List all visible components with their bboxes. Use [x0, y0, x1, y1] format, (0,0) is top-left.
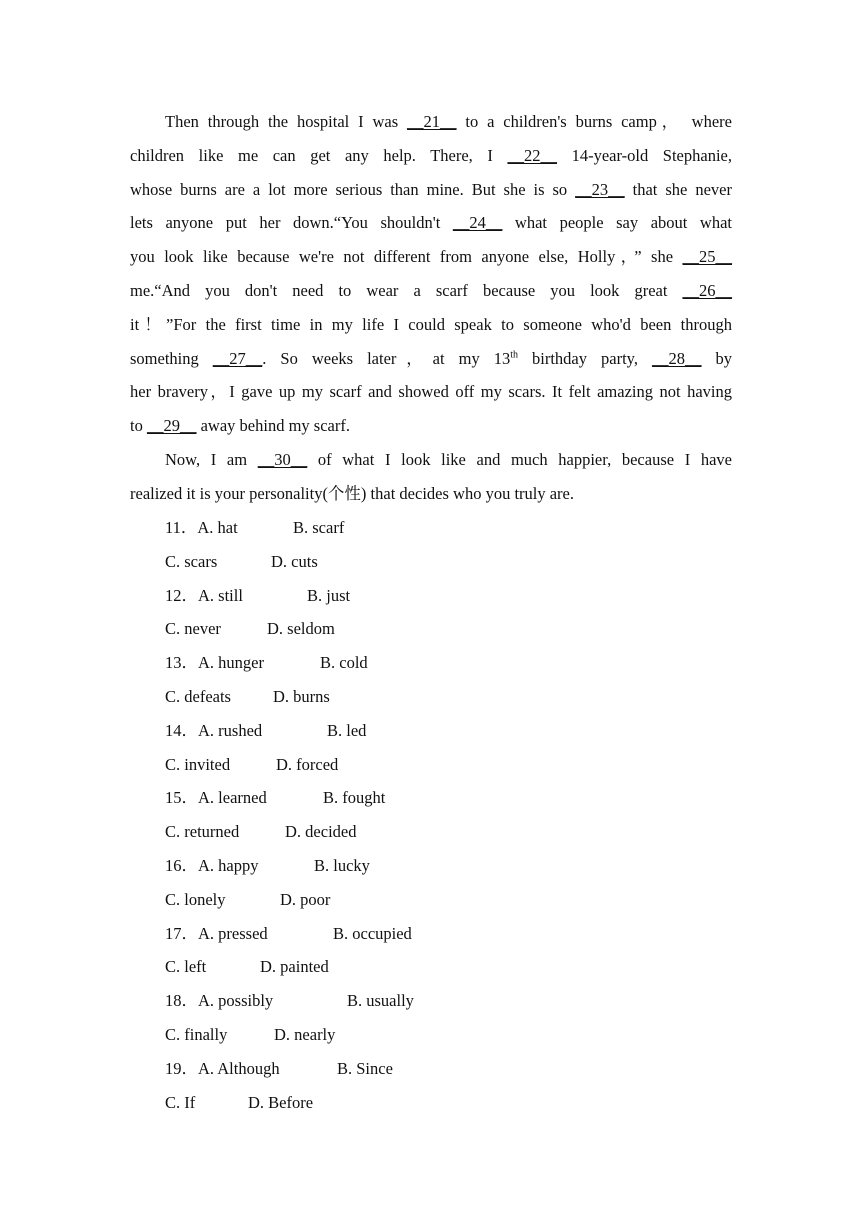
option-c: C. left	[165, 957, 207, 977]
superscript-th: th	[510, 349, 518, 361]
option-row-ab	[165, 579, 414, 613]
option-b: B. occupied	[333, 923, 412, 943]
option-b: B. just	[307, 585, 351, 605]
passage-line: her bravery，I gave up my scarf and showed off my scars. It felt amazing not having	[130, 382, 732, 402]
passage-line: realized it is your personality(个性) that decides who you truly are.	[130, 483, 574, 503]
option-row-cd	[165, 815, 414, 849]
passage-line: Then through the hospital I was __21__ to a children's burns camp， where	[165, 112, 732, 131]
passage-line: children like me can get any help. There, I __22__ 14-year-old Stephanie,	[130, 145, 732, 165]
option-a: 16．A. happy	[165, 855, 259, 875]
option-a: 18．A. possibly	[165, 991, 274, 1011]
option-row-ab	[165, 511, 414, 545]
option-d: D. painted	[260, 957, 329, 977]
option-row-ab	[165, 984, 414, 1018]
blank-30: __30__	[257, 450, 308, 469]
blank-27: __27__	[212, 348, 263, 368]
option-row-ab	[165, 646, 414, 680]
option-row-cd	[165, 1086, 414, 1120]
passage-paragraph-1	[130, 105, 732, 443]
option-d: D. Before	[248, 1092, 314, 1112]
option-row-cd	[165, 748, 414, 782]
option-row-cd	[165, 950, 414, 984]
option-c: C. defeats	[165, 686, 231, 706]
option-c: C. lonely	[165, 889, 226, 909]
option-d: D. nearly	[274, 1024, 336, 1044]
passage-line: lets anyone put her down.“You shouldn't __24__ what people say about what	[130, 213, 733, 233]
option-b: B. led	[327, 720, 367, 740]
option-b: B. lucky	[314, 855, 370, 875]
blank-29: __29__	[146, 416, 197, 436]
option-c: C. invited	[165, 754, 231, 774]
option-d: D. cuts	[271, 551, 318, 571]
option-a: 19．A. Although	[165, 1058, 280, 1078]
option-row-cd	[165, 680, 414, 714]
option-c: C. never	[165, 619, 221, 639]
option-a: 11．A. hat	[165, 518, 238, 537]
option-c: C. If	[165, 1092, 196, 1112]
blank-25: __25__	[682, 247, 732, 267]
option-d: D. poor	[280, 889, 331, 909]
blank-21: __21__	[407, 112, 457, 131]
option-d: D. decided	[285, 822, 357, 842]
answer-options	[165, 511, 414, 1119]
blank-26: __26__	[682, 280, 732, 300]
passage-line: Now, I am __30__ of what I look like and much happier, because I have	[165, 450, 732, 469]
passage-line: whose burns are a lot more serious than mine. But she is so __23__ that she never	[130, 179, 732, 199]
option-b: B. usually	[347, 991, 414, 1011]
option-row-ab	[165, 714, 414, 748]
option-d: D. burns	[273, 686, 330, 706]
option-b: B. cold	[320, 653, 368, 673]
option-a: 15．A. learned	[165, 788, 267, 808]
option-row-ab	[165, 781, 414, 815]
option-d: D. forced	[276, 754, 339, 774]
passage-line: it！”For the first time in my life I could speak to someone who'd been through	[130, 314, 732, 334]
passage-line: you look like because we're not different from anyone else, Holly，” she __25__	[130, 247, 732, 267]
option-row-cd	[165, 545, 414, 579]
option-c: C. scars	[165, 551, 218, 571]
option-a: 17．A. pressed	[165, 923, 268, 943]
blank-24: __24__	[452, 213, 503, 233]
option-row-ab	[165, 1052, 414, 1086]
passage-line: something __27__. So weeks later，at my 13th birthday party, __28__ by	[130, 348, 733, 368]
option-row-ab	[165, 849, 414, 883]
option-a: 14．A. rushed	[165, 720, 263, 740]
option-d: D. seldom	[267, 619, 335, 639]
option-a: 12．A. still	[165, 585, 243, 605]
option-c: C. returned	[165, 822, 240, 842]
option-a: 13．A. hunger	[165, 653, 264, 673]
option-c: C. finally	[165, 1024, 228, 1044]
passage-paragraph-2	[130, 443, 732, 511]
passage-line: me.“And you don't need to wear a scarf because you look great __26__	[130, 280, 732, 300]
option-b: B. Since	[337, 1058, 393, 1078]
option-b: B. scarf	[293, 518, 345, 537]
blank-22: __22__	[507, 145, 557, 165]
passage-line: to __29__ away behind my scarf.	[130, 416, 350, 436]
option-row-cd	[165, 612, 414, 646]
option-row-ab	[165, 917, 414, 951]
blank-28: __28__	[652, 348, 702, 368]
option-b: B. fought	[323, 788, 386, 808]
blank-23: __23__	[575, 179, 625, 199]
option-row-cd	[165, 1018, 414, 1052]
option-row-cd	[165, 883, 414, 917]
